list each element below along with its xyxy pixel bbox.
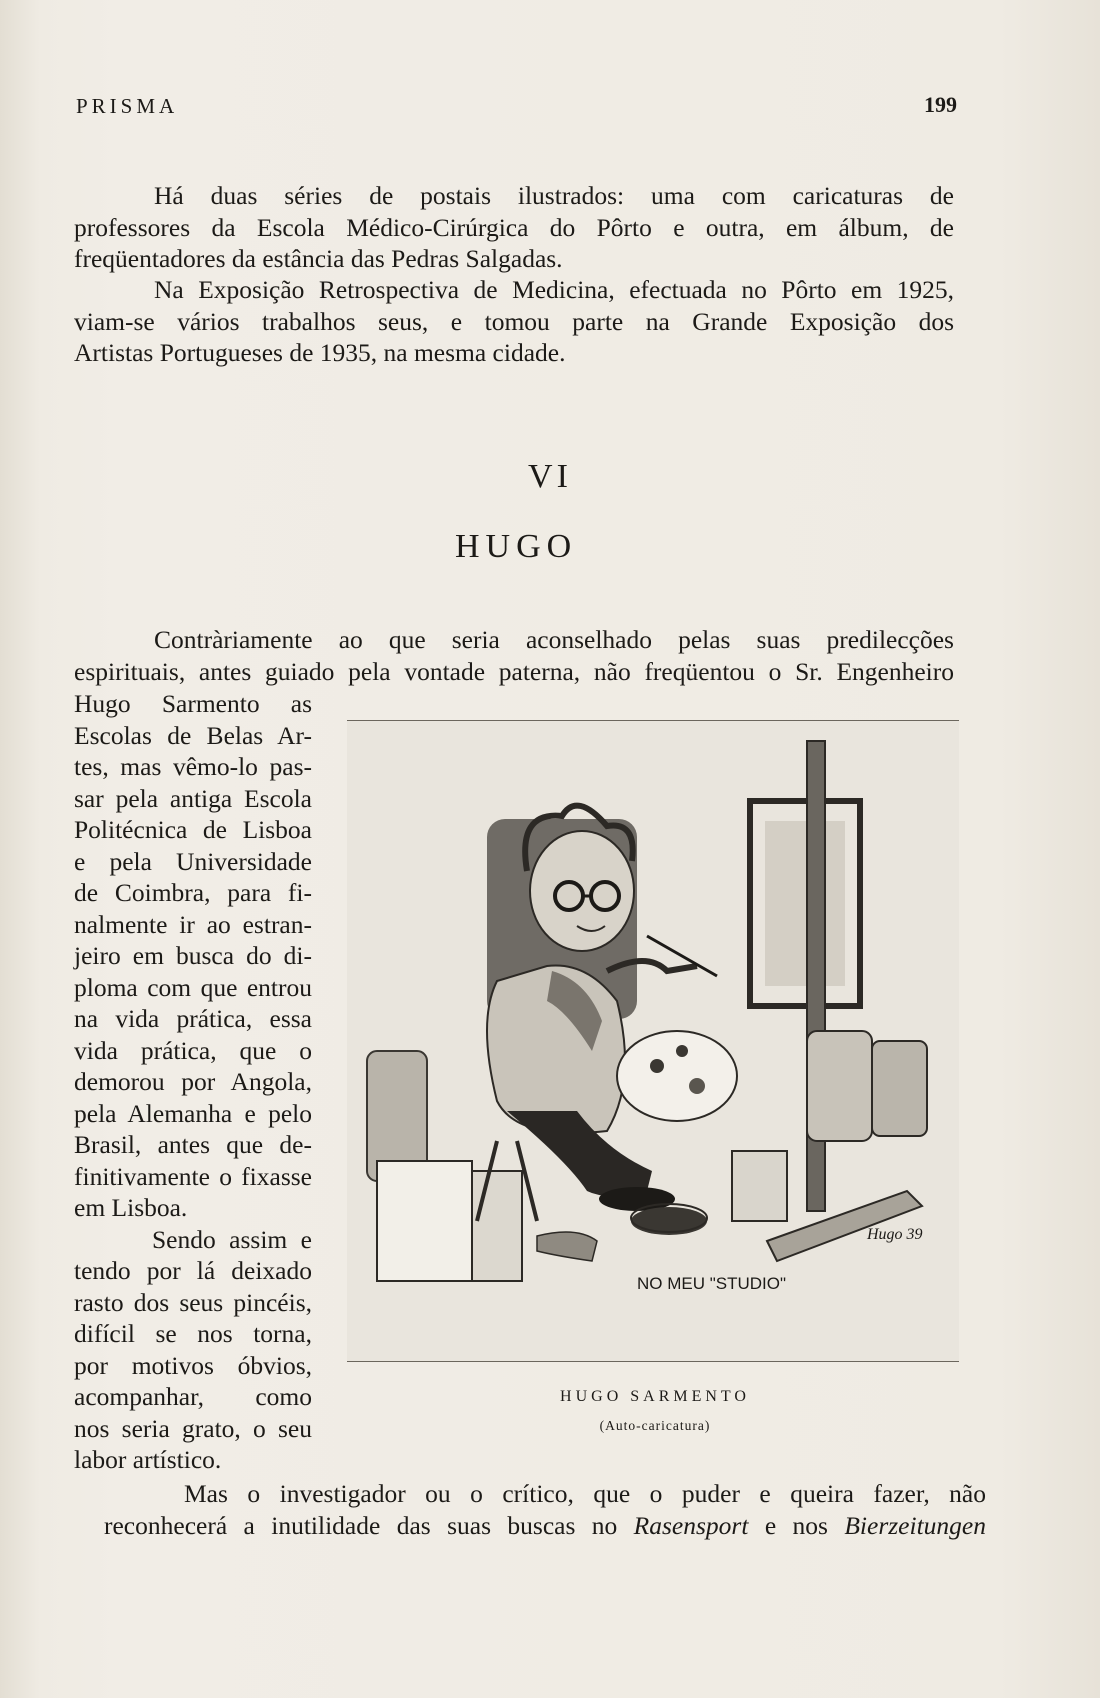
- page-number: 199: [924, 92, 957, 117]
- text-line: demorou por Angola,: [74, 1067, 312, 1096]
- caricature-illustration: [347, 720, 959, 1362]
- text-line: por motivos óbvios,: [74, 1350, 312, 1380]
- text-line: jeiro em busca do di-: [74, 941, 312, 970]
- section-number: VI: [528, 458, 572, 495]
- paragraph-investigator: [104, 1478, 986, 1541]
- text-line: vida prática, que o: [74, 1035, 312, 1065]
- text-line: Escolas de Belas Ar-: [74, 720, 312, 750]
- text-line: Brasil, antes que de-: [74, 1130, 312, 1159]
- text-line: Contràriamente ao que seria aconselhado pelas suas predilecções: [154, 625, 954, 654]
- text-line: Hugo Sarmento as: [74, 689, 312, 718]
- text-line: tes, mas vêmo-lo pas-: [74, 752, 312, 781]
- figure-caption-sub: (Auto-caricatura): [599, 1418, 711, 1433]
- text-fragment: e nos: [748, 1510, 845, 1540]
- text-line: tendo por lá deixado: [74, 1256, 312, 1285]
- figure-caption-name: HUGO SARMENTO: [560, 1388, 750, 1405]
- text-line: espirituais, antes guiado pela vontade paterna, não freqüentou o Sr. Engenheiro: [74, 656, 954, 686]
- italic-term: Rasensport: [633, 1510, 749, 1540]
- text-line: difícil se nos torna,: [74, 1319, 312, 1348]
- text-line: labor artístico.: [74, 1445, 222, 1474]
- paragraph-exhibitions: [74, 274, 954, 369]
- paragraph-education: [74, 624, 954, 687]
- paragraph-postcards: [74, 180, 954, 275]
- text-line: de Coimbra, para fi-: [74, 878, 312, 907]
- running-title: PRISMA: [76, 94, 179, 118]
- text-line: nalmente ir ao estran-: [74, 909, 312, 939]
- text-line: em Lisboa.: [74, 1193, 188, 1222]
- text-line: nos seria grato, o seu: [74, 1413, 312, 1443]
- text-line: Sendo assim e: [152, 1224, 312, 1254]
- text-line: viam-se vários trabalhos seus, e tomou parte na Grande Exposição dos: [74, 306, 954, 336]
- narrow-text-column: [74, 688, 312, 1476]
- text-line: acompanhar, como: [74, 1382, 312, 1411]
- text-line: ploma com que entrou: [74, 972, 312, 1002]
- italic-term: Bierzeitungen: [844, 1510, 986, 1540]
- drawn-caption: NO MEU "STUDIO": [637, 1274, 787, 1293]
- text-line: Politécnica de Lisboa: [74, 815, 312, 844]
- artist-signature: Hugo 39: [867, 1226, 923, 1243]
- text-line: Artistas Portugueses de 1935, na mesma cidade.: [74, 338, 566, 367]
- text-line: Há duas séries de postais ilustrados: uma com caricaturas de: [154, 181, 954, 210]
- text-line: Na Exposição Retrospectiva de Medicina, efectuada no Pôrto em 1925,: [154, 275, 954, 304]
- text-line: finitivamente o fixasse: [74, 1161, 312, 1191]
- text-line: Mas o investigador ou o crítico, que o puder e queira fazer, não: [184, 1479, 986, 1508]
- text-line: [104, 1510, 986, 1542]
- text-line: sar pela antiga Escola: [74, 783, 312, 813]
- text-line: professores da Escola Médico-Cirúrgica do Pôrto e outra, em álbum, de: [74, 212, 954, 242]
- text-line: na vida prática, essa: [74, 1004, 312, 1033]
- text-line: rasto dos seus pincéis,: [74, 1287, 312, 1317]
- text-line: freqüentadores da estância das Pedras Salgadas.: [74, 244, 563, 273]
- caricature-drawing: [347, 721, 959, 1361]
- text-line: e pela Universidade: [74, 846, 312, 876]
- section-title: HUGO: [455, 528, 578, 565]
- text-fragment: reconhecerá a inutilidade das suas buscas no: [104, 1510, 634, 1540]
- text-line: pela Alemanha e pelo: [74, 1098, 312, 1128]
